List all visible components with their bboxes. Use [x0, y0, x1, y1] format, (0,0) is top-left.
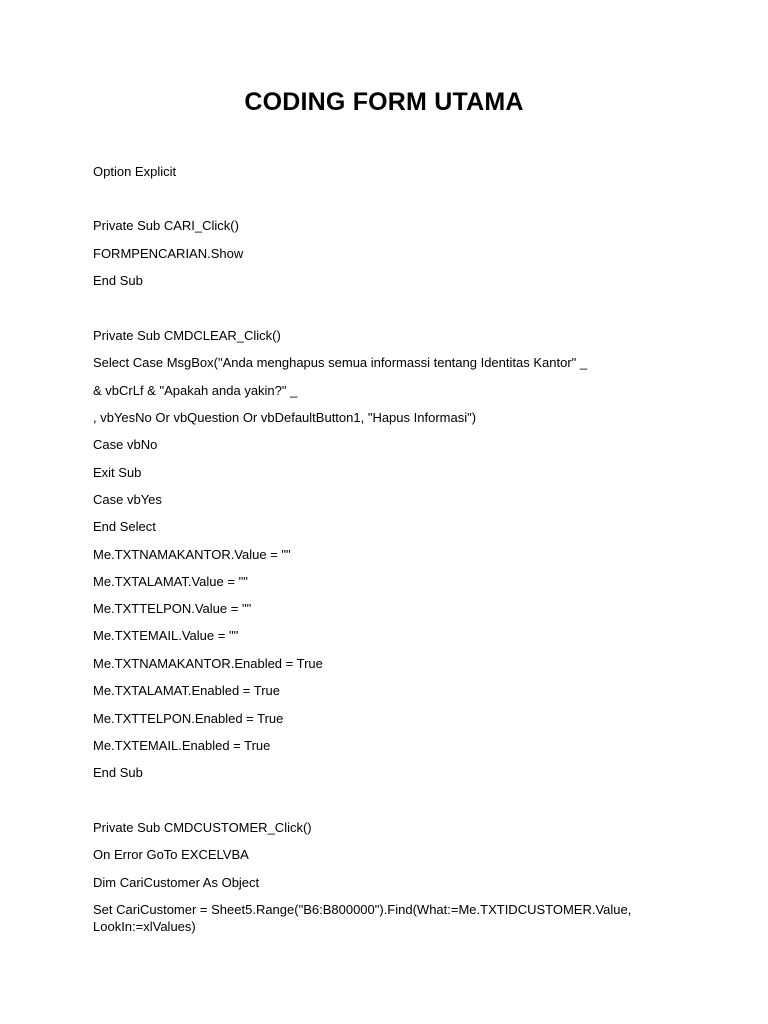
code-line: Private Sub CMDCLEAR_Click()	[93, 328, 281, 343]
code-line: Me.TXTTELPON.Value = ""	[93, 601, 252, 616]
code-line: Me.TXTEMAIL.Value = ""	[93, 628, 239, 643]
code-line: Select Case MsgBox("Anda menghapus semua informassi tentang Identitas Kantor" _	[93, 355, 588, 370]
code-line: End Select	[93, 519, 156, 534]
code-line: & vbCrLf & "Apakah anda yakin?" _	[93, 383, 298, 398]
code-line: End Sub	[93, 273, 143, 288]
code-line: Me.TXTALAMAT.Enabled = True	[93, 683, 281, 698]
code-line: Me.TXTTELPON.Enabled = True	[93, 711, 284, 726]
code-line: , vbYesNo Or vbQuestion Or vbDefaultButton1, "Hapus Informasi")	[93, 410, 477, 425]
document-title: CODING FORM UTAMA	[244, 88, 524, 116]
code-line: Me.TXTNAMAKANTOR.Enabled = True	[93, 656, 323, 671]
code-line: Me.TXTEMAIL.Enabled = True	[93, 738, 271, 753]
code-line: Me.TXTNAMAKANTOR.Value = ""	[93, 547, 291, 562]
code-line: End Sub	[93, 765, 143, 780]
code-line: FORMPENCARIAN.Show	[93, 246, 244, 261]
code-line: On Error GoTo EXCELVBA	[93, 847, 249, 862]
code-line: Option Explicit	[93, 164, 177, 179]
code-line: Case vbYes	[93, 492, 162, 507]
code-line: Me.TXTALAMAT.Value = ""	[93, 574, 248, 589]
code-line: Exit Sub	[93, 465, 142, 480]
code-line: Private Sub CMDCUSTOMER_Click()	[93, 820, 312, 835]
code-line: Case vbNo	[93, 437, 158, 452]
code-line: Private Sub CARI_Click()	[93, 218, 239, 233]
code-line: Set CariCustomer = Sheet5.Range("B6:B800000").Find(What:=Me.TXTIDCUSTOMER.Value, LookIn:=xlValues)	[93, 902, 635, 934]
code-line: Dim CariCustomer As Object	[93, 875, 260, 890]
